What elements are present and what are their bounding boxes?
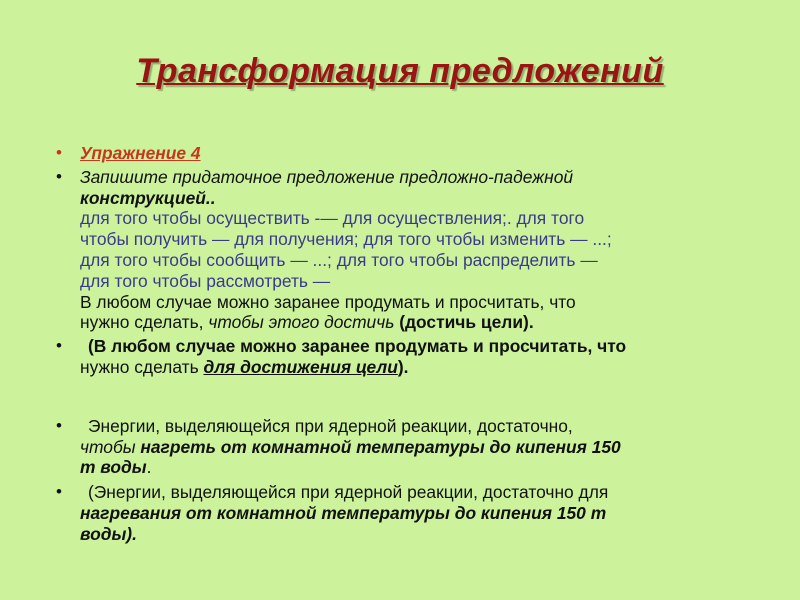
exercise-heading: Упражнение 4 — [80, 143, 201, 163]
task-line-7: В любом случае можно заранее продумать и просчитать, что — [80, 291, 576, 312]
task-line-8 — [80, 312, 768, 333]
task-line-8a: нужно сделать, — [80, 312, 209, 333]
answer-line-2a: нужно сделать — [80, 356, 204, 377]
bullet-icon: • — [56, 143, 62, 162]
slide-title-text: Трансформация предложений — [136, 52, 664, 90]
slide-content — [56, 143, 768, 545]
answer-line-2b: для достижения цели — [203, 356, 398, 377]
task-line-4: чтобы получить — для получения; для того чтобы изменить — ...; — [80, 229, 612, 250]
energy-line-2 — [80, 437, 768, 458]
energy-answer-line-3: воды). — [80, 523, 137, 544]
task-line-3: для того чтобы осуществить -— для осуществления;. для того — [80, 208, 585, 229]
list-item-energy-answer — [56, 482, 768, 544]
bullet-icon: • — [56, 166, 62, 186]
energy-answer-line-2: нагревания от комнатной температуры до кипения 150 т — [80, 502, 607, 523]
task-line-1: Запишите придаточное предложение предложно-падежной — [80, 166, 574, 187]
energy-line-3b: . — [146, 457, 152, 478]
list-item-answer — [56, 336, 768, 378]
task-line-8b: чтобы этого достичь — [208, 312, 400, 333]
energy-answer-line-1: (Энергии, выделяющейся при ядерной реакции, достаточно для — [88, 482, 609, 503]
energy-line-3 — [80, 457, 768, 478]
energy-line-2b: нагреть от комнатной температуры до кипения 150 — [140, 436, 621, 457]
task-line-6: для того чтобы рассмотреть — — [80, 270, 331, 291]
answer-line-2c: ). — [397, 356, 409, 377]
slide-title — [0, 52, 800, 91]
bullet-icon: • — [56, 415, 62, 435]
task-line-2: конструкцией.. — [80, 187, 216, 208]
task-line-8c: (достичь цели). — [399, 312, 534, 333]
list-item-exercise — [56, 143, 768, 164]
list-item-task — [56, 167, 768, 333]
energy-line-1: Энергии, выделяющейся при ядерной реакции, достаточно, — [88, 415, 573, 436]
list-item-energy — [56, 416, 768, 478]
energy-line-3a: т воды — [80, 457, 147, 478]
answer-line-2 — [80, 357, 768, 378]
bullet-icon: • — [56, 336, 62, 356]
answer-line-1: (В любом случае можно заранее продумать и просчитать, что — [88, 336, 627, 357]
task-line-5: для того чтобы сообщить — ...; для того чтобы распределить — — [80, 249, 598, 270]
energy-line-2a: чтобы — [80, 436, 141, 457]
bullet-icon: • — [56, 482, 62, 502]
